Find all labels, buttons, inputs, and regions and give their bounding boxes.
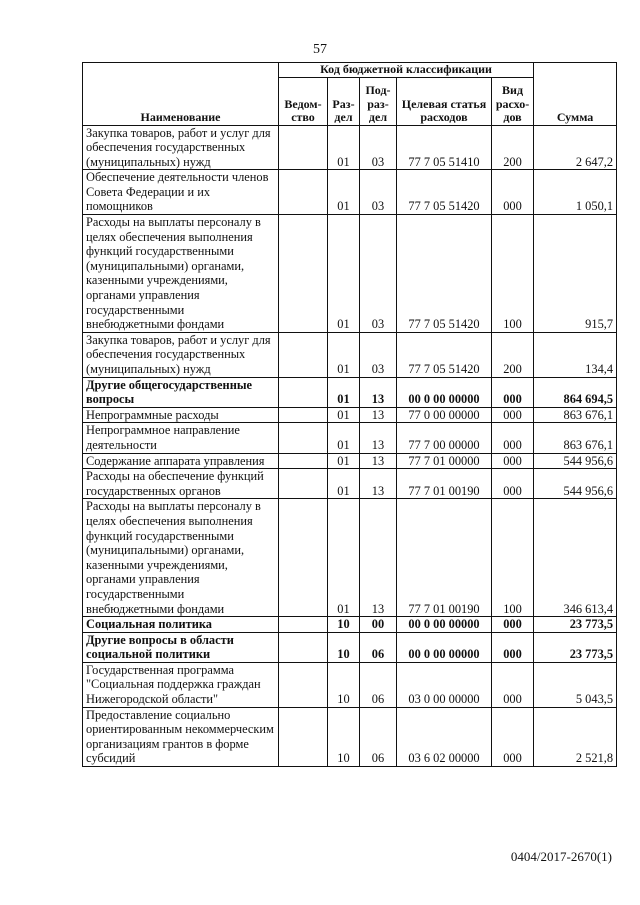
page-number: 57 (313, 42, 327, 57)
row-razdel: 01 (328, 469, 360, 499)
row-target-article: 77 7 00 00000 (397, 423, 492, 453)
row-expense-type: 000 (492, 377, 534, 407)
row-razdel: 01 (328, 499, 360, 617)
header-sum: Сумма (534, 63, 617, 126)
row-target-article: 77 0 00 00000 (397, 407, 492, 423)
row-vedomstvo (279, 215, 328, 333)
row-name: Закупка товаров, работ и услуг для обеспечения государственных (муниципальных) нужд (83, 332, 279, 377)
row-name: Социальная политика (83, 617, 279, 633)
row-sum: 863 676,1 (534, 407, 617, 423)
row-razdel: 01 (328, 407, 360, 423)
row-target-article: 77 7 01 00000 (397, 453, 492, 469)
row-name: Государственная программа "Социальная поддержка граждан Нижегородской области" (83, 662, 279, 707)
row-sum: 863 676,1 (534, 423, 617, 453)
header-expense-type: Вид расхо-дов (492, 77, 534, 125)
table-row (83, 377, 617, 407)
table-body (83, 125, 617, 767)
row-expense-type: 000 (492, 469, 534, 499)
row-name: Другие вопросы в области социальной политики (83, 632, 279, 662)
table-row (83, 170, 617, 215)
row-podrazdel: 06 (360, 707, 397, 766)
row-name: Другие общегосударственные вопросы (83, 377, 279, 407)
table-row (83, 215, 617, 333)
row-name: Непрограммное направление деятельности (83, 423, 279, 453)
row-expense-type: 100 (492, 215, 534, 333)
row-name: Обеспечение деятельности членов Совета Федерации и их помощников (83, 170, 279, 215)
header-target-article: Целевая статья расходов (397, 77, 492, 125)
row-razdel: 01 (328, 332, 360, 377)
row-vedomstvo (279, 617, 328, 633)
header-razdel: Раз-дел (328, 77, 360, 125)
row-expense-type: 000 (492, 617, 534, 633)
document-code: 0404/2017-2670(1) (510, 849, 612, 864)
row-expense-type: 000 (492, 453, 534, 469)
row-target-article: 03 0 00 00000 (397, 662, 492, 707)
row-vedomstvo (279, 499, 328, 617)
row-vedomstvo (279, 707, 328, 766)
table-row (83, 707, 617, 766)
row-razdel: 01 (328, 423, 360, 453)
row-razdel: 01 (328, 215, 360, 333)
row-podrazdel: 06 (360, 632, 397, 662)
row-podrazdel: 13 (360, 407, 397, 423)
row-target-article: 77 7 05 51420 (397, 332, 492, 377)
row-podrazdel: 03 (360, 215, 397, 333)
row-name: Расходы на выплаты персоналу в целях обеспечения выполнения функций государственными (муниципальными) органами, казенными учреждениями, органами управления государственными внебюджетными фондами (83, 215, 279, 333)
row-expense-type: 000 (492, 707, 534, 766)
row-target-article: 77 7 01 00190 (397, 469, 492, 499)
row-podrazdel: 00 (360, 617, 397, 633)
row-podrazdel: 03 (360, 170, 397, 215)
row-expense-type: 100 (492, 499, 534, 617)
table-row (83, 617, 617, 633)
row-vedomstvo (279, 632, 328, 662)
row-sum: 864 694,5 (534, 377, 617, 407)
row-expense-type: 000 (492, 170, 534, 215)
row-podrazdel: 13 (360, 423, 397, 453)
row-vedomstvo (279, 125, 328, 170)
table-row (83, 453, 617, 469)
row-vedomstvo (279, 377, 328, 407)
table-row (83, 499, 617, 617)
row-sum: 544 956,6 (534, 453, 617, 469)
row-podrazdel: 13 (360, 377, 397, 407)
row-razdel: 10 (328, 662, 360, 707)
row-vedomstvo (279, 170, 328, 215)
row-vedomstvo (279, 453, 328, 469)
row-expense-type: 000 (492, 632, 534, 662)
row-vedomstvo (279, 423, 328, 453)
header-name: Наименование (83, 63, 279, 126)
row-target-article: 00 0 00 00000 (397, 377, 492, 407)
row-razdel: 10 (328, 617, 360, 633)
row-vedomstvo (279, 332, 328, 377)
row-sum: 2 521,8 (534, 707, 617, 766)
header-vedomstvo: Ведом-ство (279, 77, 328, 125)
row-razdel: 01 (328, 125, 360, 170)
table-row (83, 423, 617, 453)
row-razdel: 01 (328, 377, 360, 407)
row-target-article: 77 7 05 51420 (397, 170, 492, 215)
row-sum: 23 773,5 (534, 632, 617, 662)
row-name: Предоставление социально ориентированным некоммерческим организациям грантов в форме субсидий (83, 707, 279, 766)
row-expense-type: 000 (492, 423, 534, 453)
header-classification-group: Код бюджетной классификации (279, 63, 534, 78)
row-expense-type: 000 (492, 662, 534, 707)
row-vedomstvo (279, 407, 328, 423)
row-vedomstvo (279, 662, 328, 707)
row-razdel: 10 (328, 632, 360, 662)
row-target-article: 77 7 01 00190 (397, 499, 492, 617)
table-row (83, 469, 617, 499)
row-target-article: 77 7 05 51410 (397, 125, 492, 170)
row-name: Расходы на обеспечение функций государственных органов (83, 469, 279, 499)
row-target-article: 00 0 00 00000 (397, 632, 492, 662)
table-row (83, 125, 617, 170)
table-row (83, 662, 617, 707)
header-podrazdel: Под-раз-дел (360, 77, 397, 125)
row-razdel: 01 (328, 453, 360, 469)
row-podrazdel: 13 (360, 453, 397, 469)
table-row (83, 407, 617, 423)
row-target-article: 00 0 00 00000 (397, 617, 492, 633)
budget-table (82, 62, 617, 767)
row-sum: 915,7 (534, 215, 617, 333)
table-row (83, 632, 617, 662)
row-podrazdel: 13 (360, 469, 397, 499)
row-razdel: 10 (328, 707, 360, 766)
row-podrazdel: 03 (360, 125, 397, 170)
row-vedomstvo (279, 469, 328, 499)
row-name: Расходы на выплаты персоналу в целях обеспечения выполнения функций государственными (муниципальными) органами, казенными учреждениями, органами управления государственными внебюджетными фондами (83, 499, 279, 617)
row-podrazdel: 13 (360, 499, 397, 617)
row-expense-type: 200 (492, 332, 534, 377)
row-sum: 134,4 (534, 332, 617, 377)
row-name: Непрограммные расходы (83, 407, 279, 423)
row-sum: 346 613,4 (534, 499, 617, 617)
row-sum: 544 956,6 (534, 469, 617, 499)
row-target-article: 77 7 05 51420 (397, 215, 492, 333)
table-row (83, 332, 617, 377)
row-expense-type: 000 (492, 407, 534, 423)
row-sum: 2 647,2 (534, 125, 617, 170)
row-expense-type: 200 (492, 125, 534, 170)
row-sum: 5 043,5 (534, 662, 617, 707)
row-target-article: 03 6 02 00000 (397, 707, 492, 766)
row-podrazdel: 03 (360, 332, 397, 377)
row-name: Закупка товаров, работ и услуг для обеспечения государственных (муниципальных) нужд (83, 125, 279, 170)
row-podrazdel: 06 (360, 662, 397, 707)
row-name: Содержание аппарата управления (83, 453, 279, 469)
row-sum: 23 773,5 (534, 617, 617, 633)
row-sum: 1 050,1 (534, 170, 617, 215)
row-razdel: 01 (328, 170, 360, 215)
